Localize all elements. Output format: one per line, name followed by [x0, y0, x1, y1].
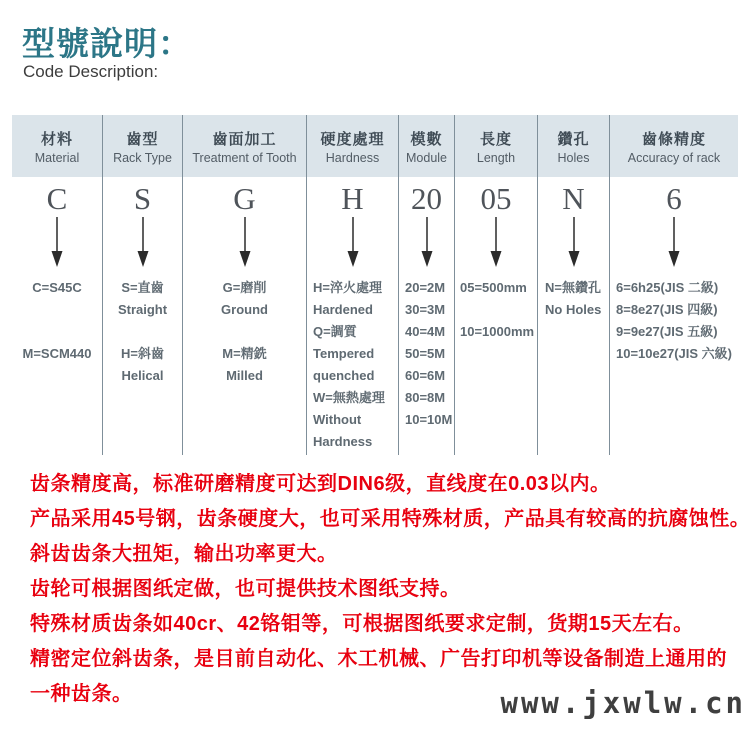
product-notes [30, 473, 750, 719]
code-meaning-line: 10=10M [405, 412, 453, 427]
code-meaning-line [399, 431, 454, 453]
code-table [12, 115, 738, 455]
code-table-column [399, 115, 455, 455]
code-meaning-line: 80=8M [405, 390, 446, 405]
code-meanings [399, 277, 454, 453]
down-arrow-icon [538, 217, 609, 269]
column-header-chinese: 材料 [40, 130, 73, 148]
code-meanings [610, 277, 738, 453]
code-meaning-line [183, 409, 306, 431]
code-meaning-line [12, 365, 102, 387]
code-meaning-line: 6=6h25(JIS 二級) [616, 280, 719, 295]
code-meanings [307, 277, 398, 453]
code-table-column [103, 115, 183, 455]
code-meaning-line [183, 431, 306, 453]
column-header [455, 115, 537, 177]
code-meaning-line [538, 321, 609, 343]
code-meaning-line [538, 409, 609, 431]
code-meaning-line: M=SCM440 [22, 346, 92, 361]
code-meaning-line: 30=3M [405, 302, 446, 317]
code-meaning-line: Straight [117, 302, 168, 317]
code-letter: 20 [411, 181, 442, 216]
code-meaning-line: 50=5M [405, 346, 446, 361]
column-header [399, 115, 454, 177]
page-subtitle: Code Description: [23, 62, 159, 81]
code-meaning-line: 10=1000mm [460, 324, 535, 339]
code-meaning-line [455, 343, 537, 365]
code-meaning-line [455, 387, 537, 409]
down-arrow-icon [610, 217, 738, 269]
note-line: 一种齿条。 [30, 683, 133, 705]
code-meaning-line [610, 365, 738, 387]
note-line: 特殊材质齿条如40cr、42铬钼等，可根据图纸要求定制，货期15天左右。 [30, 613, 694, 635]
code-table-column [307, 115, 399, 455]
code-meaning-line [183, 387, 306, 409]
code-meaning-line: quenched [313, 368, 375, 383]
code-meaning-line [610, 387, 738, 409]
code-meaning-line [538, 343, 609, 365]
column-header [538, 115, 609, 177]
code-meaning-line [610, 431, 738, 453]
code-letter: C [46, 181, 68, 216]
note-line: 斜齿齿条大扭矩，输出功率更大。 [30, 543, 338, 565]
column-header-english: Rack Type [113, 150, 172, 165]
code-meaning-line: Tempered [313, 346, 375, 361]
code-meanings [455, 277, 537, 453]
code-meaning-line [103, 431, 182, 453]
code-meaning-line [538, 387, 609, 409]
code-letter: G [233, 181, 256, 216]
code-meaning-line [610, 409, 738, 431]
code-letter: N [562, 181, 585, 216]
code-table-column [455, 115, 538, 455]
code-meaning-line: Ground [221, 302, 268, 317]
code-meaning-line: 9=9e27(JIS 五級) [616, 324, 718, 339]
code-meaning-line: C=S45C [32, 280, 82, 295]
down-arrow-icon [455, 217, 537, 269]
note-line: 齿条精度高，标准研磨精度可达到DIN6级，直线度在0.03以内。 [30, 473, 611, 495]
code-letter: 05 [480, 181, 512, 216]
down-arrow-icon [183, 217, 306, 269]
column-header [12, 115, 102, 177]
note-line: 齿轮可根据图纸定做，也可提供技术图纸支持。 [30, 578, 461, 600]
code-meaning-line [12, 299, 102, 321]
code-meaning-line [455, 431, 537, 453]
code-meaning-line [12, 409, 102, 431]
code-meaning-line: N=無鑽孔 [545, 280, 601, 295]
column-header-english: Treatment of Tooth [192, 150, 297, 165]
code-meaning-line: 10=10e27(JIS 六級) [616, 346, 732, 361]
code-meaning-line: Hardened [313, 302, 373, 317]
code-letter: 6 [666, 181, 682, 216]
code-meaning-line [538, 431, 609, 453]
code-meanings [12, 277, 102, 453]
column-header-english: Material [34, 150, 80, 165]
column-header-chinese: 硬度處理 [320, 130, 385, 148]
code-meaning-line: W=無熱處理 [313, 390, 385, 405]
page-title: 型號說明： [22, 24, 192, 63]
code-meaning-line: Hardness [313, 434, 373, 449]
code-meaning-line [103, 321, 182, 343]
down-arrow-icon [12, 217, 102, 269]
code-meaning-line: G=磨削 [222, 280, 267, 295]
code-meaning-line [12, 431, 102, 453]
code-meaning-line [103, 387, 182, 409]
watermark-url: www.jxwlw.cn [500, 686, 746, 720]
column-header [103, 115, 182, 177]
code-meaning-line [455, 365, 537, 387]
column-header-english: Length [476, 150, 516, 165]
code-meaning-line: 05=500mm [460, 280, 527, 295]
code-meaning-line [455, 409, 537, 431]
code-meaning-line: 60=6M [405, 368, 446, 383]
column-header-chinese: 長度 [479, 130, 512, 148]
column-header-english: Hardness [325, 150, 380, 165]
column-header-chinese: 鑽孔 [557, 130, 590, 148]
column-header [610, 115, 738, 177]
note-line: 产品采用45号钢，齿条硬度大，也可采用特殊材质，产品具有较高的抗腐蚀性。 [30, 508, 750, 530]
column-header-english: Accuracy of rack [627, 150, 721, 165]
code-table-column [183, 115, 307, 455]
down-arrow-icon [307, 217, 398, 269]
column-header-chinese: 齒型 [126, 130, 159, 148]
column-header [183, 115, 306, 177]
code-meanings [103, 277, 182, 453]
code-meaning-line [455, 299, 537, 321]
code-letter: H [341, 181, 364, 216]
code-meaning-line: 8=8e27(JIS 四級) [616, 302, 718, 317]
code-meaning-line [12, 321, 102, 343]
code-meaning-line [183, 321, 306, 343]
column-header-chinese: 齒面加工 [212, 130, 277, 148]
code-meanings [183, 277, 306, 453]
code-meanings [538, 277, 609, 453]
note-line: 精密定位斜齿条，是目前自动化、木工机械、广告打印机等设备制造上通用的 [30, 648, 727, 670]
code-meaning-line [12, 387, 102, 409]
code-meaning-line: Q=調質 [313, 324, 357, 339]
column-header [307, 115, 398, 177]
code-meaning-line: No Holes [545, 302, 602, 317]
code-meaning-line: H=淬火處理 [313, 280, 382, 295]
down-arrow-icon [399, 217, 454, 269]
code-table-column [610, 115, 738, 455]
column-header-chinese: 齒條精度 [641, 130, 706, 148]
code-meaning-line: Helical [121, 368, 164, 383]
code-meaning-line: H=斜齒 [121, 346, 164, 361]
column-header-english: Module [406, 150, 447, 165]
code-table-column [538, 115, 610, 455]
code-meaning-line [538, 365, 609, 387]
code-meaning-line: 20=2M [405, 280, 446, 295]
code-table-column [12, 115, 103, 455]
column-header-chinese: 模數 [410, 130, 443, 148]
column-header-english: Holes [557, 150, 590, 165]
code-meaning-line: M=精銑 [222, 346, 267, 361]
code-meaning-line: S=直齒 [121, 280, 164, 295]
code-meaning-line: Milled [226, 368, 263, 383]
down-arrow-icon [103, 217, 182, 269]
code-letter: S [133, 181, 152, 216]
code-meaning-line: Without [313, 412, 362, 427]
code-meaning-line [103, 409, 182, 431]
code-meaning-line: 40=4M [405, 324, 446, 339]
